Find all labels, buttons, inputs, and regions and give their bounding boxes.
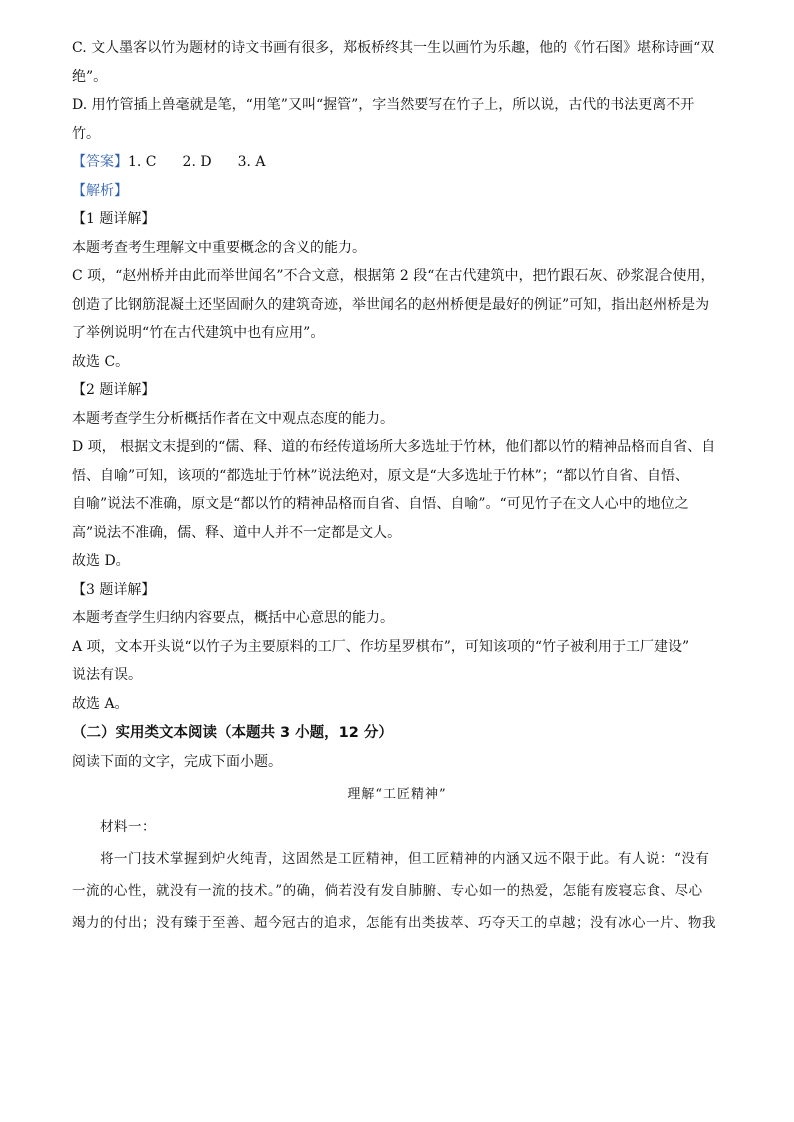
answer-line <box>72 148 722 177</box>
q2-line1: D 项， 根据文末提到的“儒、释、道的布经传道场所大多选址于竹林，他们都以竹的精神品格而自省、自 <box>72 439 716 455</box>
q3-heading: 【3 题详解】 <box>72 581 156 598</box>
q3-intro: 本题考查学生归纳内容要点，概括中心意思的能力。 <box>72 610 394 626</box>
option-d-line1: D. 用竹管插上兽毫就是笔，“用笔”又叫“握管”，字当然要写在竹子上，所以说，古代的书法更离不开 <box>72 97 695 113</box>
analysis-label: 【解析】 <box>72 182 128 199</box>
option-d-line2: 竹。 <box>72 125 100 142</box>
passage-line3: 竭力的付出；没有臻于至善、超今冠古的追求，怎能有出类拔萃、巧夺天工的卓越；没有冰心一片、物我 <box>72 914 716 931</box>
passage-line2: 一流的心性，就没有一流的技术。”的确，倘若没有发自肺腑、专心如一的热爱，怎能有废寝忘食、尽心 <box>72 882 703 899</box>
passage-title: 理解“工匠精神” <box>347 786 447 802</box>
q2-line2: 悟、自喻”可知，该项的“都选址于竹林”说法绝对，原文是“大多选址于竹林”；“都以竹自省、自悟、 <box>72 467 689 484</box>
option-c-line1: C. 文人墨客以竹为题材的诗文书画有很多，郑板桥终其一生以画竹为乐趣，他的《竹石图》堪称诗画“双 <box>72 40 715 56</box>
q1-heading: 【1 题详解】 <box>72 211 156 227</box>
passage-line1: 将一门技术掌握到炉火纯青，这固然是工匠精神，但工匠精神的内涵又远不限于此。有人说：“没有 <box>100 850 710 867</box>
section-instruction: 阅读下面的文字，完成下面小题。 <box>72 754 282 770</box>
q3-conclusion: 故选 A。 <box>72 695 129 712</box>
answer-label: 【答案】 <box>72 154 128 170</box>
q2-line4: 高”说法不准确，儒、释、道中人并不一定都是文人。 <box>72 524 402 541</box>
q1-line1: C 项，“赵州桥并由此而举世闻名”不合文意，根据第 2 段“在古代建筑中，把竹跟石灰、砂浆混合使用， <box>72 268 715 284</box>
q1-line2: 创造了比钢筋混凝土还坚固耐久的建筑奇迹，举世闻名的赵州桥便是最好的例证”可知，指出赵州桥是为 <box>72 296 710 313</box>
option-c-line2: 绝”。 <box>72 68 108 85</box>
q1-conclusion: 故选 C。 <box>72 353 130 370</box>
answer-item-3: 3. A <box>237 154 266 170</box>
section-title: （二）实用类文本阅读（本题共 3 小题，12 分） <box>72 725 393 741</box>
q3-line1: A 项，文本开头说“以竹子为主要原料的工厂、作坊星罗棋布”，可知该项的“竹子被利用于工厂建设” <box>72 638 690 655</box>
q2-line3: 自喻”说法不准确，原文是“都以竹的精神品格而自省、自悟、自喻”。“可见竹子在文人心中的地位之 <box>72 496 689 512</box>
answer-item-1: 1. C <box>128 154 157 170</box>
material-label: 材料一： <box>100 818 156 835</box>
q2-conclusion: 故选 D。 <box>72 553 130 569</box>
q2-intro: 本题考查学生分析概括作者在文中观点态度的能力。 <box>72 410 394 427</box>
answer-item-2: 2. D <box>182 154 212 170</box>
q1-line3: 了举例说明“竹在古代建筑中也有应用”。 <box>72 325 325 341</box>
q3-line2: 说法有误。 <box>72 667 142 683</box>
q1-intro: 本题考查考生理解文中重要概念的含义的能力。 <box>72 239 366 256</box>
q2-heading: 【2 题详解】 <box>72 382 156 398</box>
